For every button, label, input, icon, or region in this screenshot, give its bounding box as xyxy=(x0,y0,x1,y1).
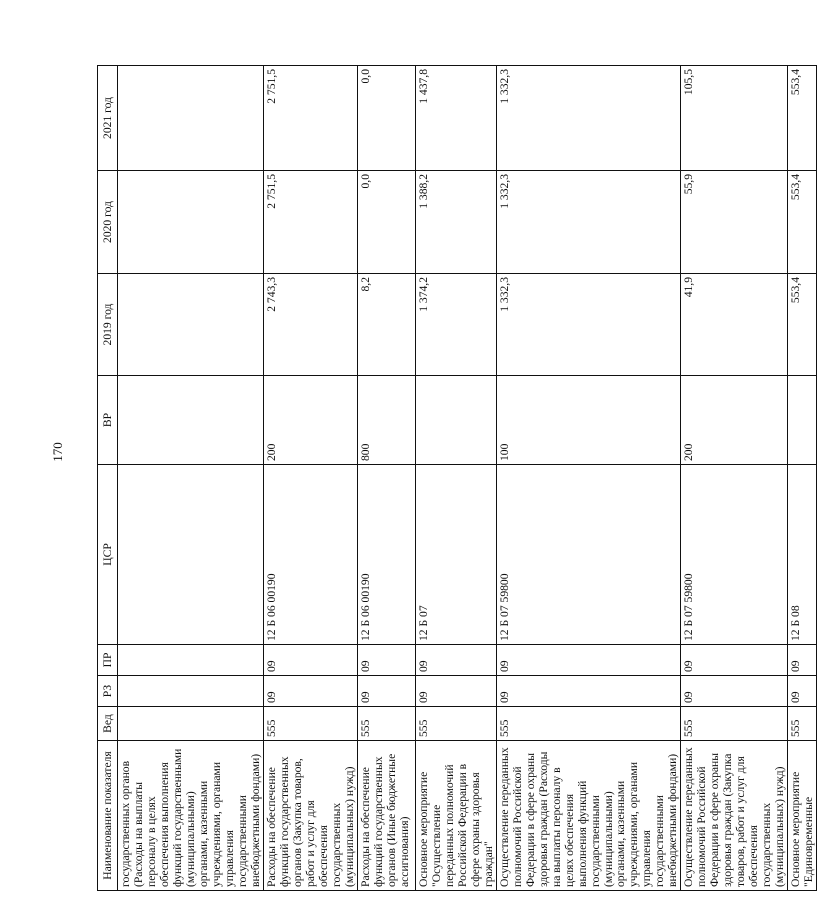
row-2020: 1 332,3 xyxy=(496,171,681,274)
row-pr xyxy=(118,645,264,676)
row-2019: 2 743,3 xyxy=(263,274,357,376)
header-name: Наименование показателя xyxy=(98,741,118,891)
row-2021 xyxy=(118,66,264,171)
table-header-row xyxy=(98,66,118,891)
table-row xyxy=(118,66,264,891)
row-2019: 41,9 xyxy=(681,274,788,376)
header-pr: ПР xyxy=(98,645,118,676)
row-vr: 100 xyxy=(496,376,681,465)
row-2019: 1 374,2 xyxy=(415,274,496,376)
header-2020: 2020 год xyxy=(98,171,118,274)
row-vr: 200 xyxy=(681,376,788,465)
row-2021: 2 751,5 xyxy=(263,66,357,171)
row-csr: 12 Б 06 00190 xyxy=(263,465,357,645)
row-csr: 12 Б 07 59800 xyxy=(496,465,681,645)
row-pr: 09 xyxy=(415,645,496,676)
row-name: Осуществление переданных полномочий Российской Федерации в сфере охраны здоровья граждан (Расходы на выплаты персоналу в целях обеспечения выполнения функций государственными (муниципальными) органами, казенными учреждениями, органами управления государственными внебюджетными фондами) xyxy=(496,741,681,891)
row-ved: 555 xyxy=(681,707,788,741)
row-2019 xyxy=(118,274,264,376)
row-rz: 09 xyxy=(357,676,415,707)
row-rz: 09 xyxy=(415,676,496,707)
row-2021: 0,0 xyxy=(357,66,415,171)
row-rz: 09 xyxy=(681,676,788,707)
row-name: Основное мероприятие "Единовременные xyxy=(788,741,817,891)
row-ved: 555 xyxy=(496,707,681,741)
row-pr: 09 xyxy=(357,645,415,676)
row-2020: 2 751,5 xyxy=(263,171,357,274)
row-vr xyxy=(118,376,264,465)
row-csr: 12 Б 07 xyxy=(415,465,496,645)
row-2019: 8,2 xyxy=(357,274,415,376)
row-vr xyxy=(788,376,817,465)
page-number: 170 xyxy=(49,442,65,462)
row-rz: 09 xyxy=(263,676,357,707)
row-2021: 105,5 xyxy=(681,66,788,171)
row-rz: 09 xyxy=(788,676,817,707)
row-vr: 800 xyxy=(357,376,415,465)
row-csr: 12 Б 07 59800 xyxy=(681,465,788,645)
row-ved xyxy=(118,707,264,741)
row-ved: 555 xyxy=(415,707,496,741)
row-2020: 0,0 xyxy=(357,171,415,274)
row-2020: 553,4 xyxy=(788,171,817,274)
header-rz: РЗ xyxy=(98,676,118,707)
row-2020 xyxy=(118,171,264,274)
rotated-table-wrapper xyxy=(97,66,816,891)
row-name: Осуществление переданных полномочий Российской Федерации в сфере охраны здоровья граждан (Закупка товаров, работ и услуг для обеспечения государственных (муниципальных) нужд) xyxy=(681,741,788,891)
row-ved: 555 xyxy=(357,707,415,741)
row-ved: 555 xyxy=(788,707,817,741)
table-row xyxy=(357,66,415,891)
row-2020: 55,9 xyxy=(681,171,788,274)
row-2020: 1 388,2 xyxy=(415,171,496,274)
row-2019: 553,4 xyxy=(788,274,817,376)
table-row xyxy=(415,66,496,891)
header-2021: 2021 год xyxy=(98,66,118,171)
row-pr: 09 xyxy=(496,645,681,676)
header-vr: ВР xyxy=(98,376,118,465)
row-csr: 12 Б 06 00190 xyxy=(357,465,415,645)
row-name: Расходы на обеспечение функций государственных органов (Закупка товаров, работ и услуг для обеспечения государственных (муниципальных) нужд) xyxy=(263,741,357,891)
row-name: государственных органов (Расходы на выплаты персоналу в целях обеспечения выполнения функций государственными (муниципальными) органами, казенными учреждениями, органами управления государственными внебюджетными фондами) xyxy=(118,741,264,891)
header-csr: ЦСР xyxy=(98,465,118,645)
table-row xyxy=(496,66,681,891)
row-rz xyxy=(118,676,264,707)
row-ved: 555 xyxy=(263,707,357,741)
budget-table xyxy=(97,65,817,891)
header-2019: 2019 год xyxy=(98,274,118,376)
row-vr: 200 xyxy=(263,376,357,465)
row-pr: 09 xyxy=(681,645,788,676)
row-2019: 1 332,3 xyxy=(496,274,681,376)
row-2021: 553,4 xyxy=(788,66,817,171)
row-pr: 09 xyxy=(788,645,817,676)
table-row xyxy=(681,66,788,891)
row-vr xyxy=(415,376,496,465)
header-ved: Вед xyxy=(98,707,118,741)
table-row xyxy=(263,66,357,891)
row-csr: 12 Б 08 xyxy=(788,465,817,645)
row-2021: 1 332,3 xyxy=(496,66,681,171)
row-name: Расходы на обеспечение функций государственных органов (Иные бюджетные ассигнования) xyxy=(357,741,415,891)
table-row xyxy=(788,66,817,891)
row-rz: 09 xyxy=(496,676,681,707)
row-pr: 09 xyxy=(263,645,357,676)
row-2021: 1 437,8 xyxy=(415,66,496,171)
row-name: Основное мероприятие "Осуществление переданных полномочий Российской Федерации в сфере охраны здоровья граждан" xyxy=(415,741,496,891)
row-csr xyxy=(118,465,264,645)
